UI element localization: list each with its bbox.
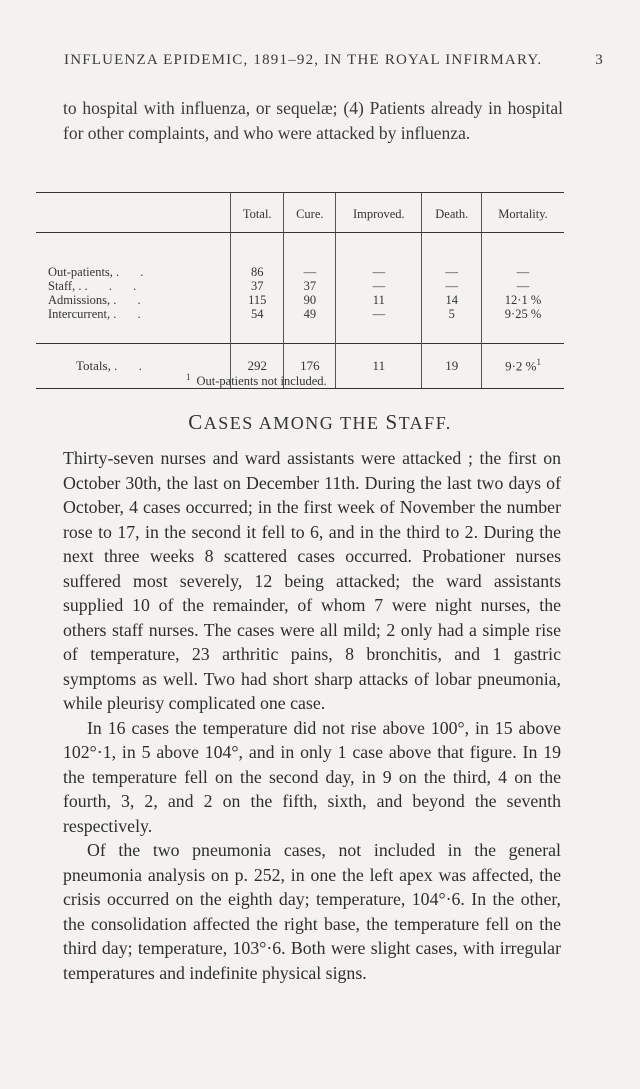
body-text (63, 446, 561, 985)
cell-improved: 11 (336, 293, 422, 307)
footnote-text: Out-patients not included. (196, 374, 327, 389)
running-title: INFLUENZA EPIDEMIC, 1891–92, IN THE ROYAL INFIRMARY. (64, 52, 543, 68)
row-label: Staff, . . . . (48, 279, 146, 293)
intro-text: to hospital with influenza, or sequelæ; (4) Patients already in hospital for other complaints, and who were attacked by influenza. (63, 98, 563, 143)
cell-total: 115 (231, 293, 284, 307)
table-row (36, 233, 564, 280)
table-row (36, 293, 564, 307)
cell-mortality: — (482, 279, 564, 293)
cell-mortality: 9·25 % (482, 307, 564, 344)
totals-total: 292 (231, 344, 284, 389)
cell-total: 86 (231, 233, 284, 280)
paragraph: Of the two pneumonia cases, not included in the general pneumonia analysis on p. 252, in one the left apex was affected, the crisis occurred on the eighth day; temperature, 104°·6. In the other, the consolidation affected the right base, the temperature fell on the third day; temperature, 103°·6. Both were slight cases, with irregular temperatures and indefinite physical signs. (63, 840, 561, 983)
cell-cure: 37 (284, 279, 336, 293)
cell-improved: — (336, 279, 422, 293)
header-death: Death. (422, 193, 482, 233)
running-header (64, 52, 604, 69)
table-header-row (36, 193, 564, 233)
cell-death: 14 (422, 293, 482, 307)
footnote-mark: 1 (186, 372, 191, 382)
cell-cure: 90 (284, 293, 336, 307)
cell-total: 37 (231, 279, 284, 293)
header-blank (36, 193, 231, 233)
totals-improved: 11 (336, 344, 422, 389)
table-row (36, 279, 564, 293)
page-number: 3 (595, 52, 604, 68)
cell-cure: 49 (284, 307, 336, 344)
statistics-table (36, 192, 564, 389)
cell-cure: — (284, 233, 336, 280)
totals-label: Totals, . . (36, 344, 231, 389)
cell-death: — (422, 279, 482, 293)
section-heading: CASES AMONG THE STAFF. (188, 410, 452, 434)
footnote-marker: 1 (536, 357, 541, 368)
paragraph: In 16 cases the temperature did not rise above 100°, in 15 above 102°·1, in 5 above 104°, and in only 1 case above that figure. In 19 the temperature fell on the second day, in 9 on the third, 4 on the fourth, 3, 2, and 2 on the fifth, sixth, and beyond the seventh respectively. (63, 717, 561, 836)
cell-mortality: — (482, 233, 564, 280)
cell-death: — (422, 233, 482, 280)
row-label: Admissions, . . (48, 293, 150, 307)
header-cure: Cure. (284, 193, 336, 233)
cell-death: 5 (422, 307, 482, 344)
cell-improved: — (336, 307, 422, 344)
header-total: Total. (231, 193, 284, 233)
row-label: Out-patients, . . (48, 265, 153, 279)
table-row (36, 307, 564, 344)
header-improved: Improved. (336, 193, 422, 233)
cell-improved: — (336, 233, 422, 280)
header-mortality: Mortality. (482, 193, 564, 233)
totals-mortality: 9·2 %$^1$ (482, 344, 564, 389)
totals-death: 19 (422, 344, 482, 389)
cell-mortality: 12·1 % (482, 293, 564, 307)
intro-paragraph (63, 96, 563, 146)
cell-total: 54 (231, 307, 284, 344)
paragraph: Thirty-seven nurses and ward assistants were attacked ; the first on October 30th, the last on December 11th. During the last two days of October, 4 cases occurred; in the first week of November the number rose to 17, in the second it fell to 6, and in the third to 2. During the next three weeks 8 scattered cases occurred. Probationer nurses suffered most severely, 12 being attacked; the ward assistants supplied 10 of the remainder, of whom 7 were night nurses, the others staff nurses. The cases were all mild; 2 only had a simple rise of temperature, 23 arthritic pains, 8 bronchitis, and 1 gastric symptoms as well. Two had short sharp attacks of lobar pneumonia, while pleurisy complicated one case. (63, 448, 561, 713)
totals-cure: 176 (284, 344, 336, 389)
row-label: Intercurrent, . . (48, 307, 150, 321)
footnote (186, 372, 327, 389)
